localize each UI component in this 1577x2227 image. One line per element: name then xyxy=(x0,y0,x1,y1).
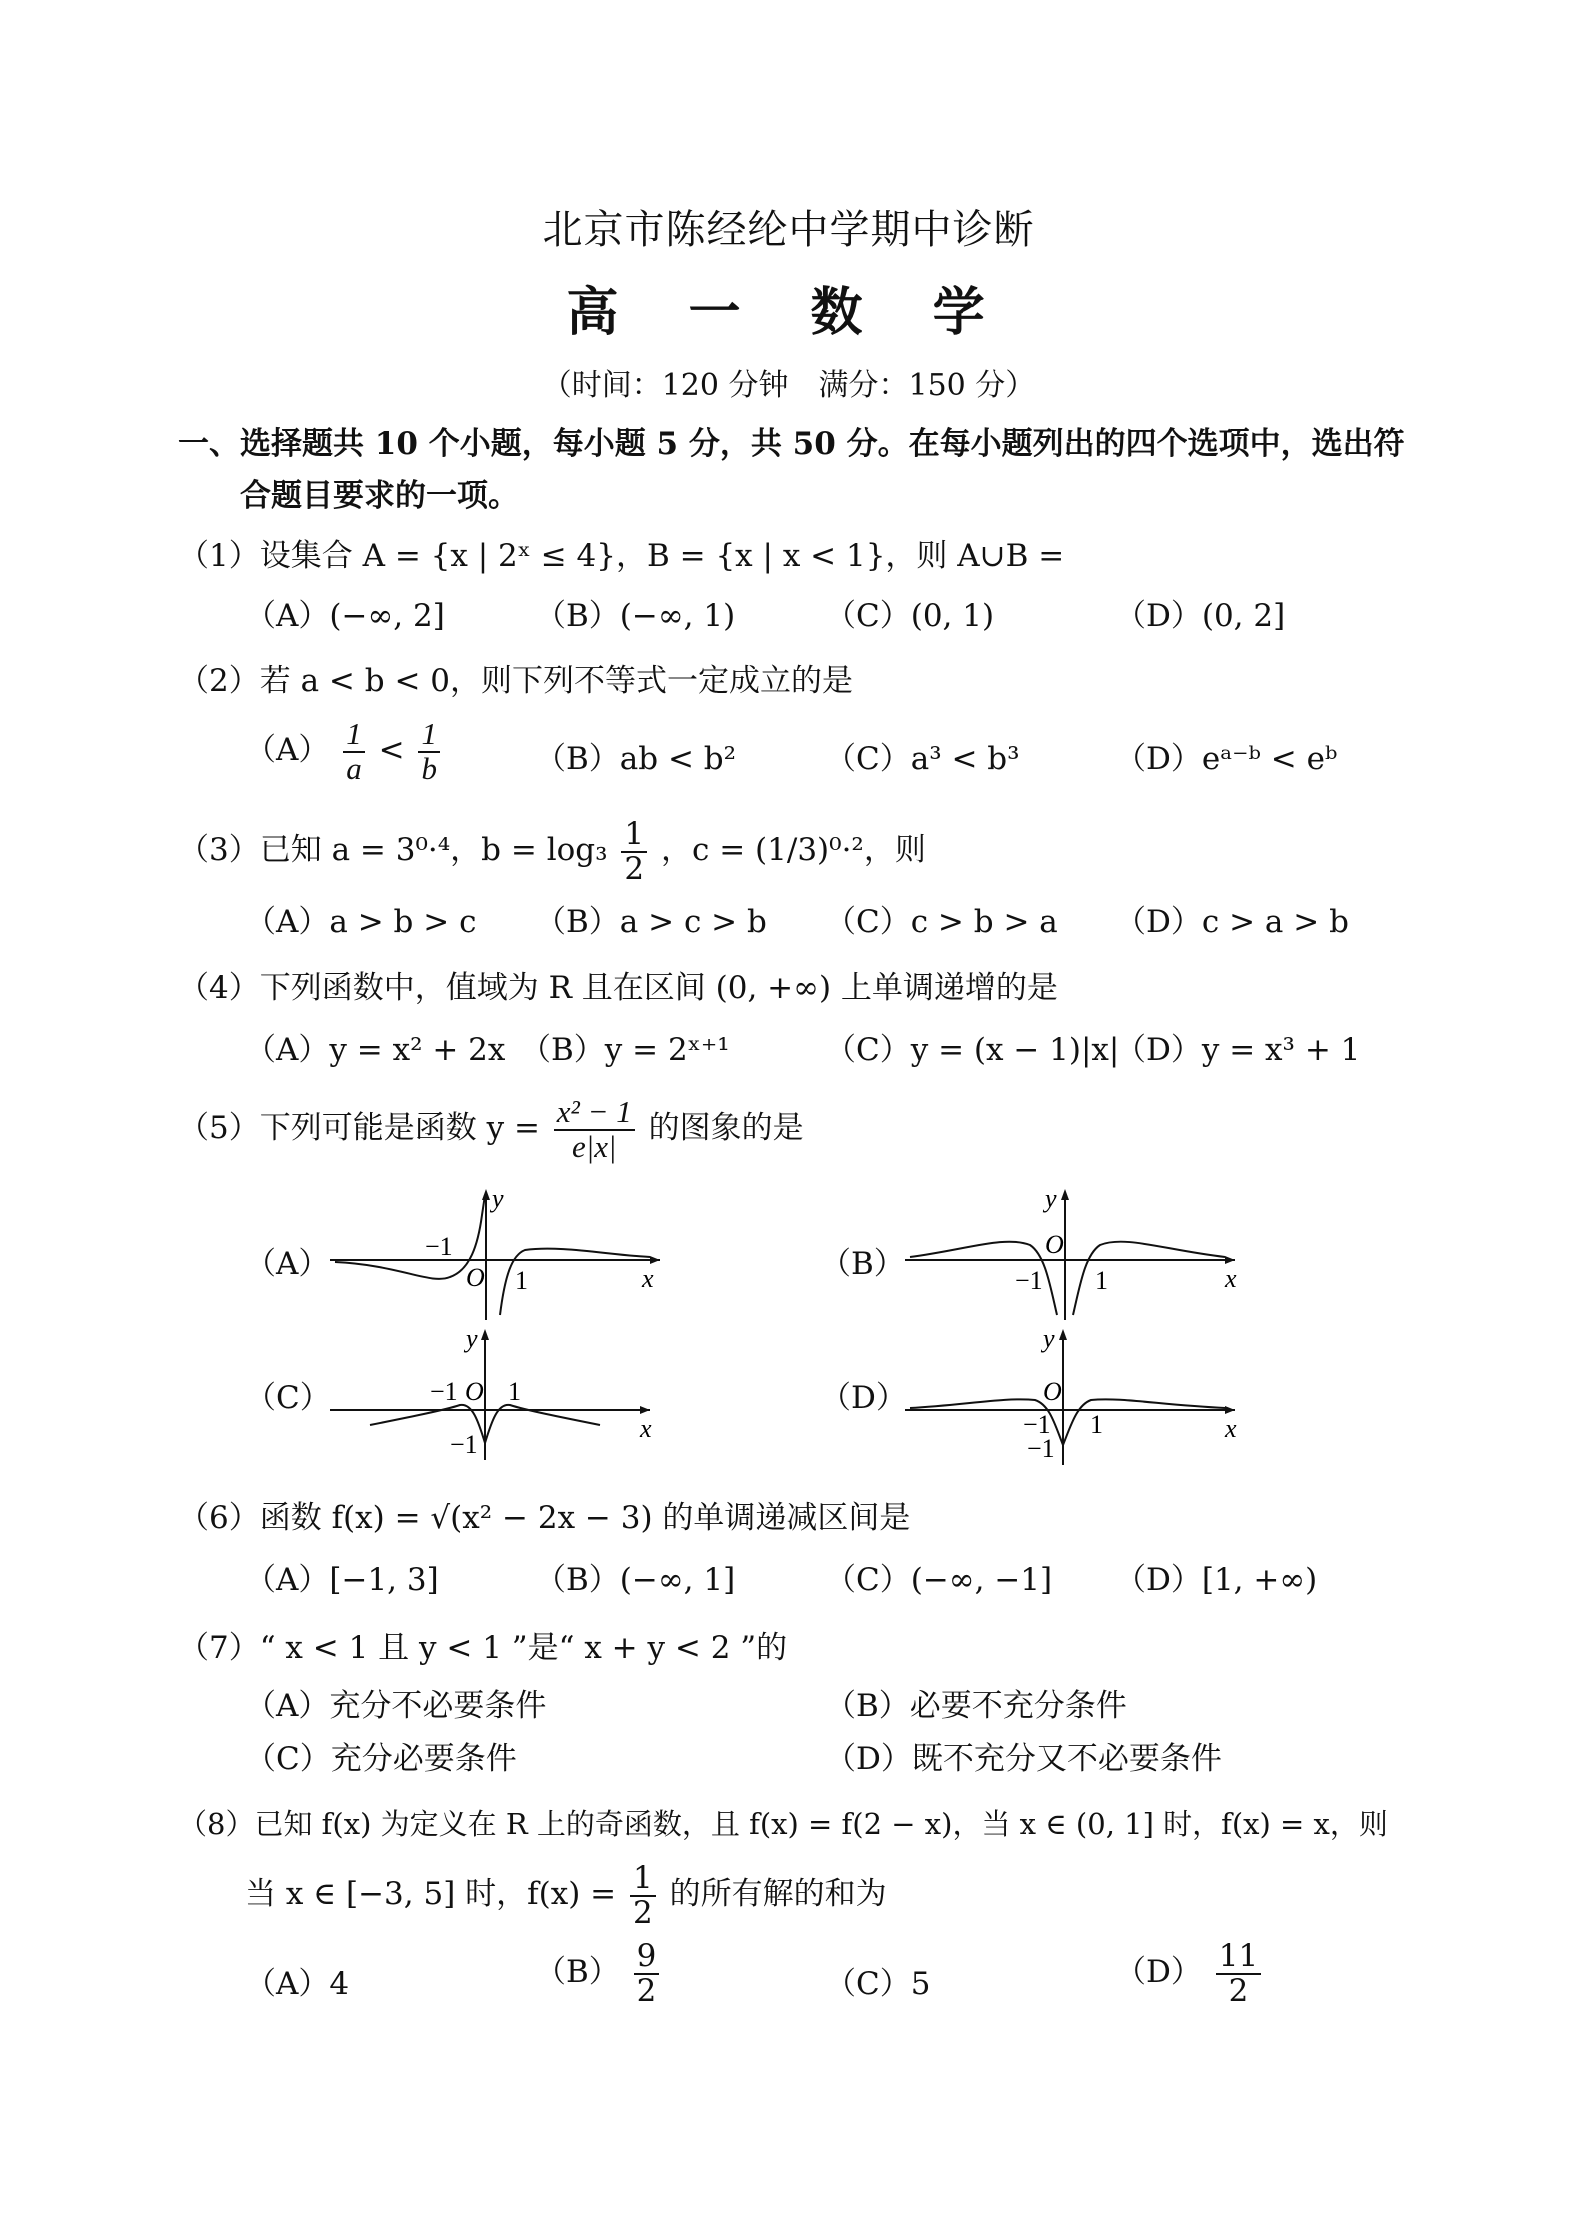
q8-num: 1 xyxy=(630,1862,656,1897)
school-title: 北京市陈经纶中学期中诊断 xyxy=(542,207,1035,253)
q3-option-c: （C）c > b > a xyxy=(825,904,1058,940)
q5-stem-tail: 的图象的是 xyxy=(648,1110,804,1147)
neg1-y-label: −1 xyxy=(450,1430,478,1459)
q1-option-b: （B）(−∞, 1) xyxy=(535,598,736,634)
subject-title: 高 一 数 学 xyxy=(566,282,1011,343)
x-arrow-icon xyxy=(1225,1256,1235,1264)
question-3-stem xyxy=(178,818,926,885)
question-8-stem-line2 xyxy=(245,1862,887,1929)
x-label: x xyxy=(1225,1414,1237,1443)
q6-option-d: （D）[1, +∞) xyxy=(1115,1562,1318,1598)
section-heading-line2: 合题目要求的一项。 xyxy=(240,478,519,514)
q7-option-b: （B）必要不充分条件 xyxy=(825,1688,1127,1724)
y-label: y xyxy=(1045,1185,1057,1213)
q1-option-c: （C）(0, 1) xyxy=(825,598,995,634)
q4-option-c: （C）y = (x − 1)|x| xyxy=(825,1032,1120,1068)
q1-option-a: （A）(−∞, 2] xyxy=(245,598,445,634)
neg1-label: −1 xyxy=(425,1232,453,1261)
q2-option-b: （B）ab < b² xyxy=(535,741,737,777)
q3-num: 1 xyxy=(621,818,647,853)
q3-den: 2 xyxy=(624,850,645,887)
q5-graph-b xyxy=(895,1185,1255,1325)
question-4-stem: （4）下列函数中，值域为 R 且在区间 (0, +∞) 上单调递增的是 xyxy=(178,970,1058,1006)
q6-option-c: （C）(−∞, −1] xyxy=(825,1562,1053,1598)
less-than-sign: < xyxy=(378,732,405,769)
q2a-right-fraction xyxy=(418,718,440,785)
origin-label: O xyxy=(466,1263,485,1292)
q8-option-b xyxy=(535,1940,663,2007)
exam-info: （时间：120 分钟 满分：150 分） xyxy=(541,368,1036,403)
q6-option-a: （A）[−1, 3] xyxy=(245,1562,439,1598)
question-6-stem: （6）函数 f(x) = √(x² − 2x − 3) 的单调递减区间是 xyxy=(178,1500,911,1536)
q3-option-a: （A）a > b > c xyxy=(245,904,477,940)
y-label: y xyxy=(1043,1325,1055,1353)
q8-option-c: （C）5 xyxy=(825,1966,931,2002)
y-label: y xyxy=(466,1325,478,1353)
q8-den: 2 xyxy=(633,1894,653,1931)
q5-option-d-label: （D） xyxy=(820,1380,907,1416)
one-label: 1 xyxy=(1090,1410,1103,1439)
one-label: 1 xyxy=(508,1377,521,1406)
question-7-stem: （7）“ x < 1 且 y < 1 ”是“ x + y < 2 ”的 xyxy=(178,1630,788,1666)
x-label: x xyxy=(640,1414,652,1443)
q8-option-d-fraction xyxy=(1216,1940,1261,2007)
q5-graph-a xyxy=(320,1185,680,1325)
neg1-label: −1 xyxy=(1015,1266,1043,1295)
q2-option-d: （D）eᵃ⁻ᵇ < eᵇ xyxy=(1115,741,1338,777)
q8d-den: 2 xyxy=(1228,1972,1249,2009)
q8-stem2-head: 当 x ∈ [−3, 5] 时，f(x) = xyxy=(245,1876,617,1913)
q3-stem-head: （3）已知 a = 3⁰·⁴，b = log₃ xyxy=(178,832,608,869)
origin-label: O xyxy=(1045,1230,1064,1259)
q5-graph-d xyxy=(895,1325,1255,1465)
q3-option-b: （B）a > c > b xyxy=(535,904,767,940)
question-2-stem: （2）若 a < b < 0，则下列不等式一定成立的是 xyxy=(178,663,853,699)
q5-stem-head: （5）下列可能是函数 y = xyxy=(178,1110,540,1147)
q2-option-a-label: （A） xyxy=(245,732,330,769)
q4-option-b: （B）y = 2ˣ⁺¹ xyxy=(520,1032,730,1068)
q2a-left-num: 1 xyxy=(343,718,365,753)
q4-option-a: （A）y = x² + 2x xyxy=(245,1032,506,1068)
q2-option-a xyxy=(245,718,444,785)
y-arrow-icon xyxy=(481,1329,489,1340)
q8-fraction xyxy=(630,1862,656,1929)
q8b-num: 9 xyxy=(634,1940,660,1975)
neg1-label: −1 xyxy=(430,1377,458,1406)
origin-label: O xyxy=(465,1377,484,1406)
one-label: 1 xyxy=(515,1266,528,1295)
q8-option-b-fraction xyxy=(634,1940,660,2007)
q7-option-c: （C）充分必要条件 xyxy=(245,1741,517,1777)
q5-graph-c xyxy=(320,1325,680,1465)
q3-option-d: （D）c > a > b xyxy=(1115,904,1349,940)
x-arrow-icon xyxy=(650,1256,660,1264)
origin-label: O xyxy=(1043,1377,1062,1406)
q5-frac-num: x² − 1 xyxy=(554,1096,635,1131)
y-arrow-icon xyxy=(482,1189,490,1200)
q2a-left-fraction xyxy=(343,718,365,785)
q2a-right-den: b xyxy=(421,750,437,786)
q3-fraction xyxy=(621,818,647,885)
neg1-label: −1 xyxy=(1023,1410,1051,1439)
q2a-left-den: a xyxy=(346,750,362,786)
curve-right xyxy=(1063,1399,1225,1445)
y-arrow-icon xyxy=(1061,1189,1069,1200)
question-1-stem: （1）设集合 A = {x | 2ˣ ≤ 4}，B = {x | x < 1}，则 A∪B = xyxy=(178,538,1065,574)
q8-option-b-label: （B） xyxy=(535,1954,620,1991)
x-label: x xyxy=(642,1264,654,1293)
question-5-stem xyxy=(178,1096,804,1163)
q8d-num: 11 xyxy=(1216,1940,1261,1975)
section-heading-line1: 一、选择题共 10 个小题，每小题 5 分，共 50 分。在每小题列出的四个选项中，选出符 xyxy=(178,426,1405,462)
q2a-right-num: 1 xyxy=(418,718,440,753)
q8-stem2-tail: 的所有解的和为 xyxy=(669,1876,887,1913)
q5-option-b-label: （B） xyxy=(820,1246,905,1282)
q3-stem-tail: ，c = (1/3)⁰·²，则 xyxy=(661,832,926,869)
q2-option-c: （C）a³ < b³ xyxy=(825,741,1020,777)
x-arrow-icon xyxy=(640,1406,650,1414)
q1-option-d: （D）(0, 2] xyxy=(1115,598,1286,634)
x-arrow-icon xyxy=(1225,1406,1235,1414)
q8-option-a: （A）4 xyxy=(245,1966,350,2002)
curve-left xyxy=(335,1195,485,1279)
q5-frac-den: e|x| xyxy=(571,1128,617,1164)
q8-option-d xyxy=(1115,1940,1265,2007)
y-arrow-icon xyxy=(1059,1329,1067,1340)
q8-option-d-label: （D） xyxy=(1115,1954,1202,1991)
q4-option-d: （D）y = x³ + 1 xyxy=(1115,1032,1361,1068)
q6-option-b: （B）(−∞, 1] xyxy=(535,1562,736,1598)
q5-option-c-label: （C） xyxy=(245,1380,331,1416)
y-label: y xyxy=(492,1185,504,1213)
q7-option-a: （A）充分不必要条件 xyxy=(245,1688,547,1724)
q7-option-d: （D）既不充分又不必要条件 xyxy=(825,1741,1222,1777)
neg1-y-label: −1 xyxy=(1027,1434,1055,1463)
q5-option-a-label: （A） xyxy=(245,1246,330,1282)
q8b-den: 2 xyxy=(636,1972,657,2009)
one-label: 1 xyxy=(1095,1266,1108,1295)
x-label: x xyxy=(1225,1264,1237,1293)
question-8-stem: （8）已知 f(x) 为定义在 R 上的奇函数，且 f(x) = f(2 − x)，当 x ∈ (0, 1] 时，f(x) = x，则 xyxy=(178,1807,1388,1841)
q5-fraction xyxy=(554,1096,635,1163)
